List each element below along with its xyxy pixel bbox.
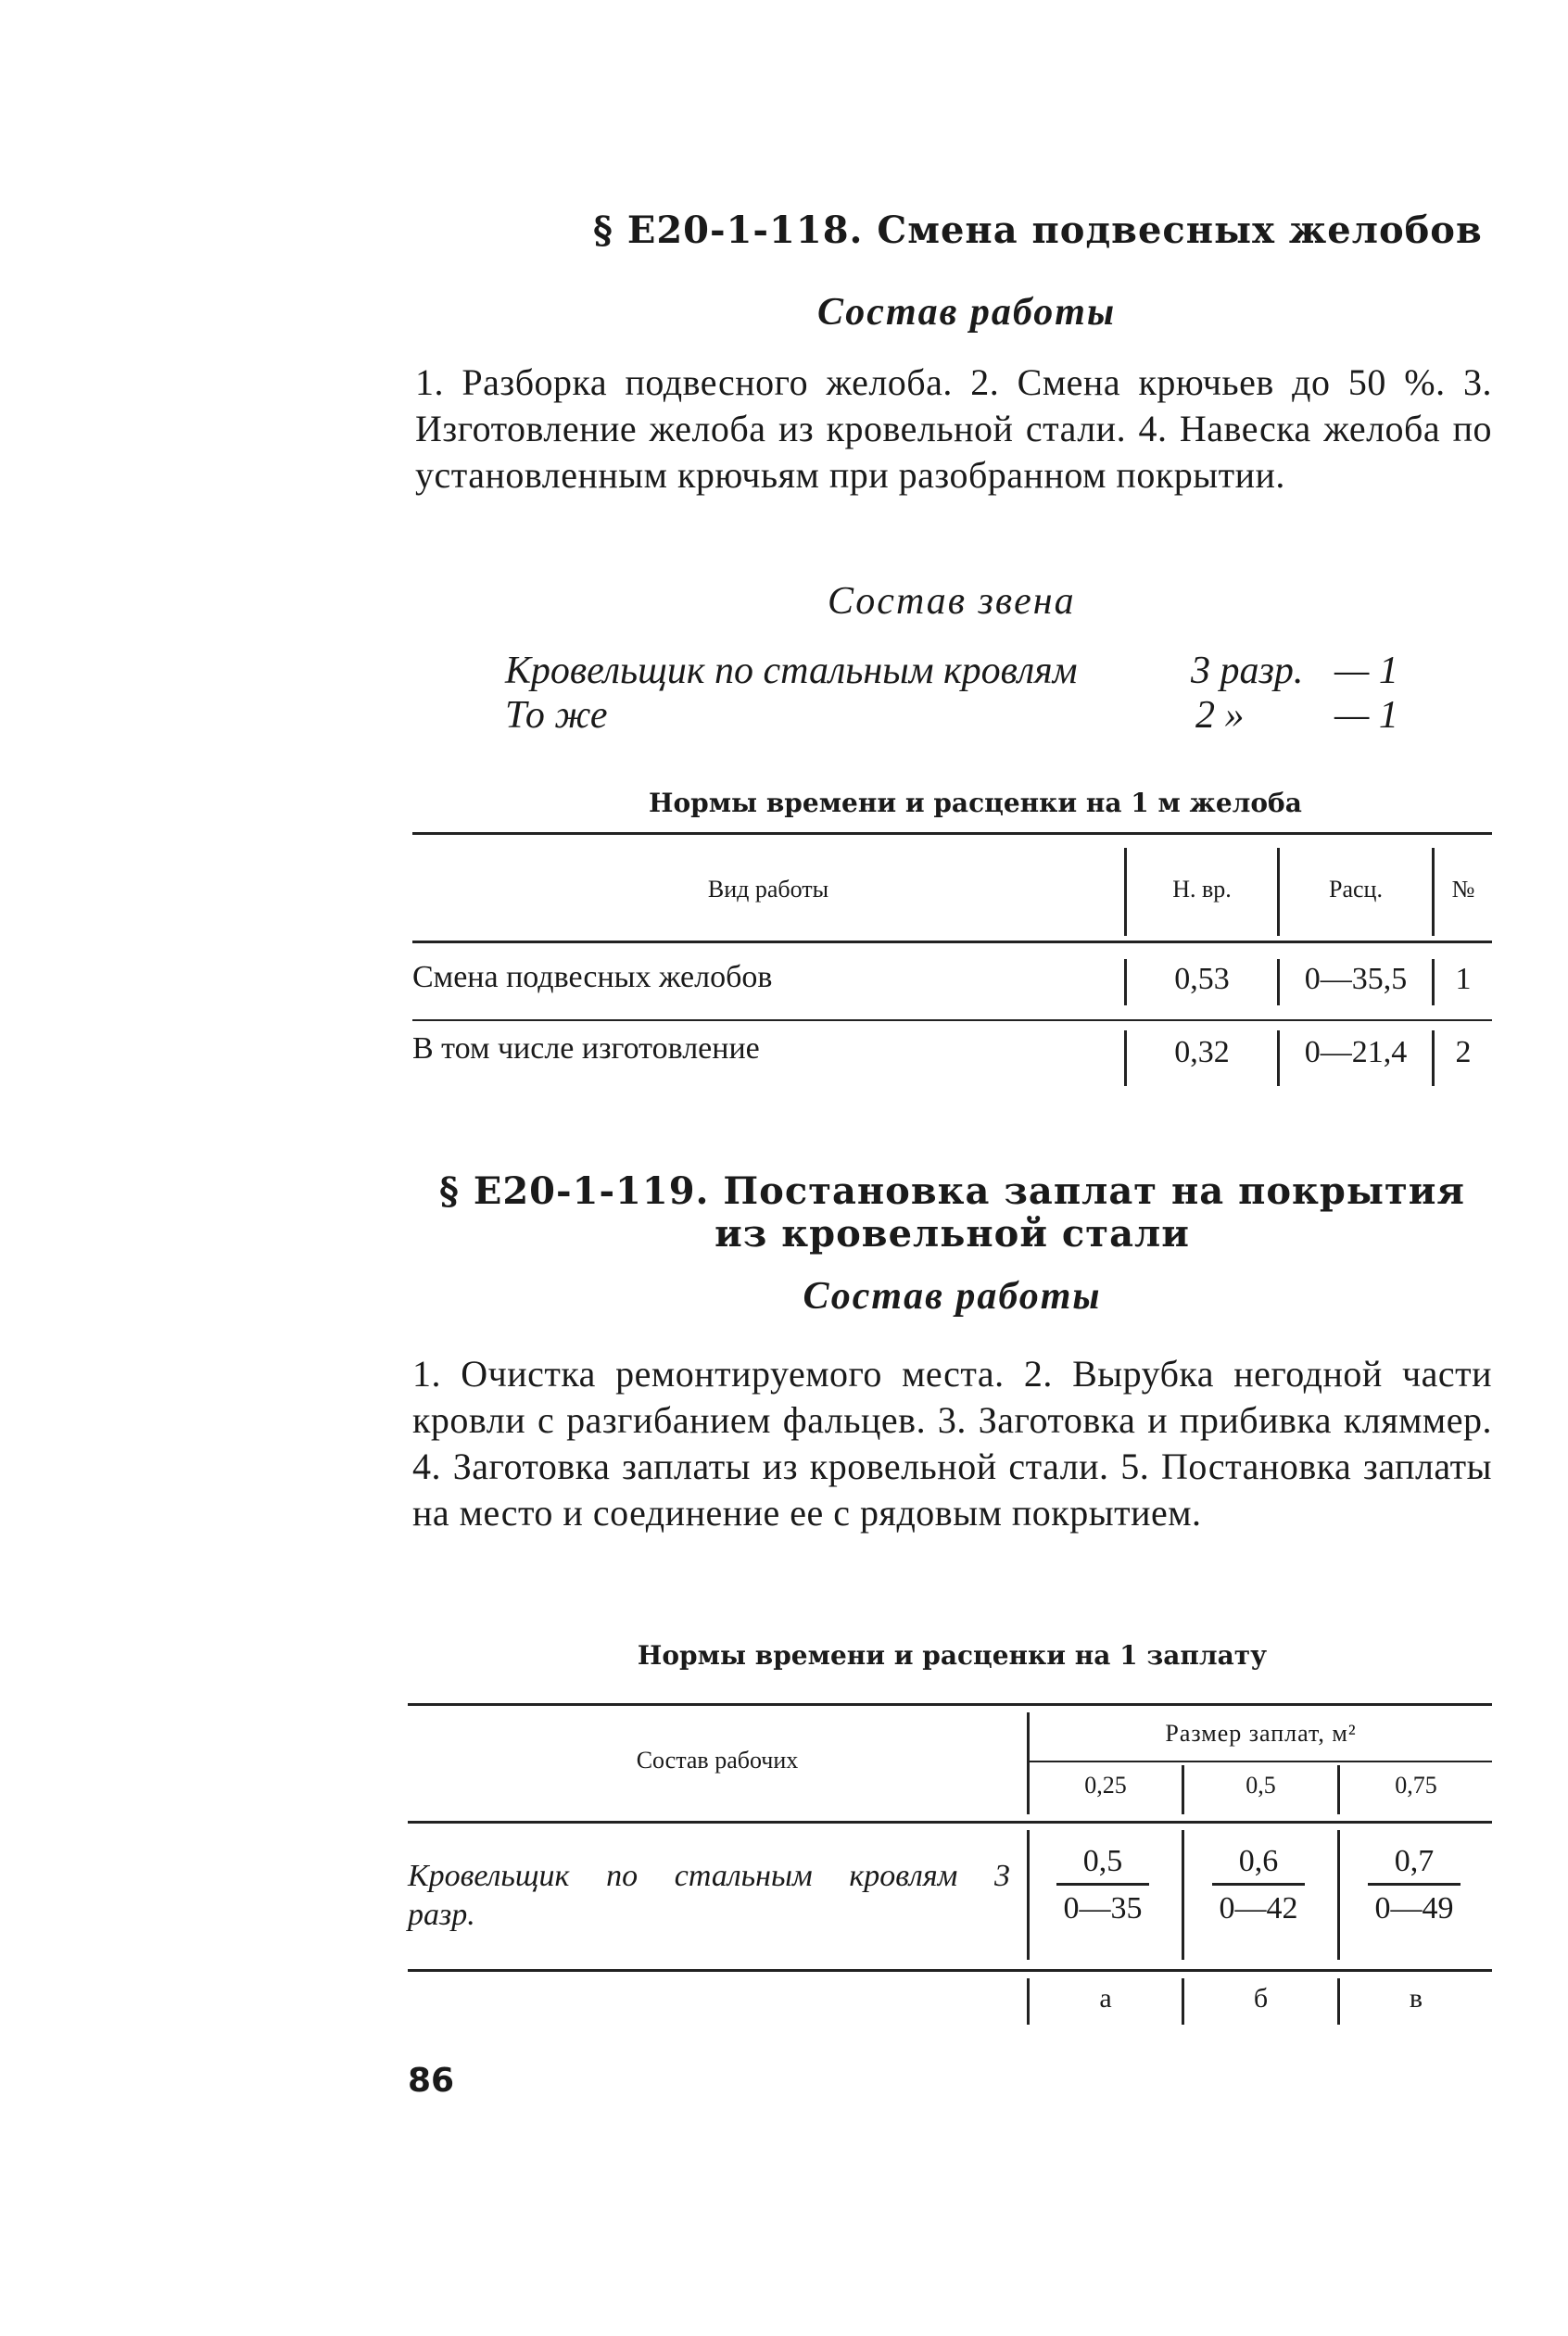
work-composition-title: Состав работы <box>817 291 1117 334</box>
crew-row-2-grade: 2 » <box>1195 694 1245 737</box>
cell-norm-rate-1 <box>1056 1844 1149 1926</box>
crew-row-1-count: — 1 <box>1334 650 1398 692</box>
table-row-2-number: 2 <box>1455 1035 1472 1069</box>
work-composition-text: 1. Разборка подвесного желоба. 2. Смена крючьев до 50 %. 3. Изготовление желоба из кровельной стали. 4. Навеска желоба по установленным крючьям при разобранном покрытии. <box>415 361 1492 496</box>
table-row-2-work: В том числе изготовление <box>412 1031 760 1066</box>
section-heading: § Е20-1-119. Постановка заплат на покрытия <box>439 1169 1465 1213</box>
crew-row-1-grade: 3 разр. <box>1191 650 1304 692</box>
crew-row-1-name: Кровельщик по стальным кровлям <box>505 650 1078 692</box>
table2-caption: Нормы времени и расценки на 1 заплату <box>637 1640 1268 1671</box>
crew-composition-title: Состав звена <box>828 580 1076 623</box>
col-header-work-type: Вид работы <box>707 876 829 903</box>
col-header-size-1: 0,25 <box>1084 1772 1127 1799</box>
col-letter-b: б <box>1253 1983 1269 2014</box>
table-row-1-norm: 0,53 <box>1174 962 1230 996</box>
col-header-rate: Расц. <box>1329 876 1383 903</box>
col-letter-v: в <box>1409 1983 1423 2014</box>
col-header-patch-size: Размер заплат, м² <box>1165 1720 1357 1747</box>
table-row-1-rate: 0—35,5 <box>1304 962 1408 996</box>
crew-row-2-count: — 1 <box>1334 694 1398 737</box>
col-letter-a: а <box>1099 1983 1112 2014</box>
crew-row-2-name: То же <box>505 694 608 737</box>
table1-caption: Нормы времени и расценки на 1 м желоба <box>649 788 1302 818</box>
work-composition-title: Состав работы <box>803 1275 1102 1318</box>
cell-norm-2: 0,6 <box>1212 1844 1305 1886</box>
col-header-size-2: 0,5 <box>1246 1772 1276 1799</box>
cell-rate-2: 0—42 <box>1219 1891 1298 1926</box>
col-header-size-3: 0,75 <box>1395 1772 1437 1799</box>
cell-norm-rate-3 <box>1368 1844 1461 1926</box>
page-number: 86 <box>408 2062 455 2100</box>
col-header-workers: Состав рабочих <box>636 1747 799 1774</box>
cell-norm-3: 0,7 <box>1368 1844 1461 1886</box>
table-row-1-work: Смена подвесных желобов <box>412 960 773 994</box>
section-heading: § Е20-1-118. Смена подвесных желобов <box>593 208 1483 252</box>
table-row-workers: Кровельщик по стальным кровлям 3 разр. <box>408 1859 1010 1932</box>
section-heading-cont: из кровельной стали <box>714 1212 1190 1256</box>
col-header-number: № <box>1451 876 1475 903</box>
table-row-1-number: 1 <box>1455 962 1472 996</box>
cell-rate-1: 0—35 <box>1063 1891 1143 1926</box>
cell-rate-3: 0—49 <box>1374 1891 1454 1926</box>
cell-norm-rate-2 <box>1212 1844 1305 1926</box>
table-row-2-rate: 0—21,4 <box>1304 1035 1408 1069</box>
table-row-2-norm: 0,32 <box>1174 1035 1230 1069</box>
cell-norm-1: 0,5 <box>1056 1844 1149 1886</box>
work-composition-text: 1. Очистка ремонтируемого места. 2. Вырубка негодной части кровли с разгибанием фальцев. 3. Заготовка и прибивка кляммер. 4. Заготовка заплаты из кровельной стали. 5. Постановка заплаты на место и соединение ее с рядовым покрытием. <box>412 1353 1492 1534</box>
col-header-time-norm: Н. вр. <box>1172 876 1232 903</box>
